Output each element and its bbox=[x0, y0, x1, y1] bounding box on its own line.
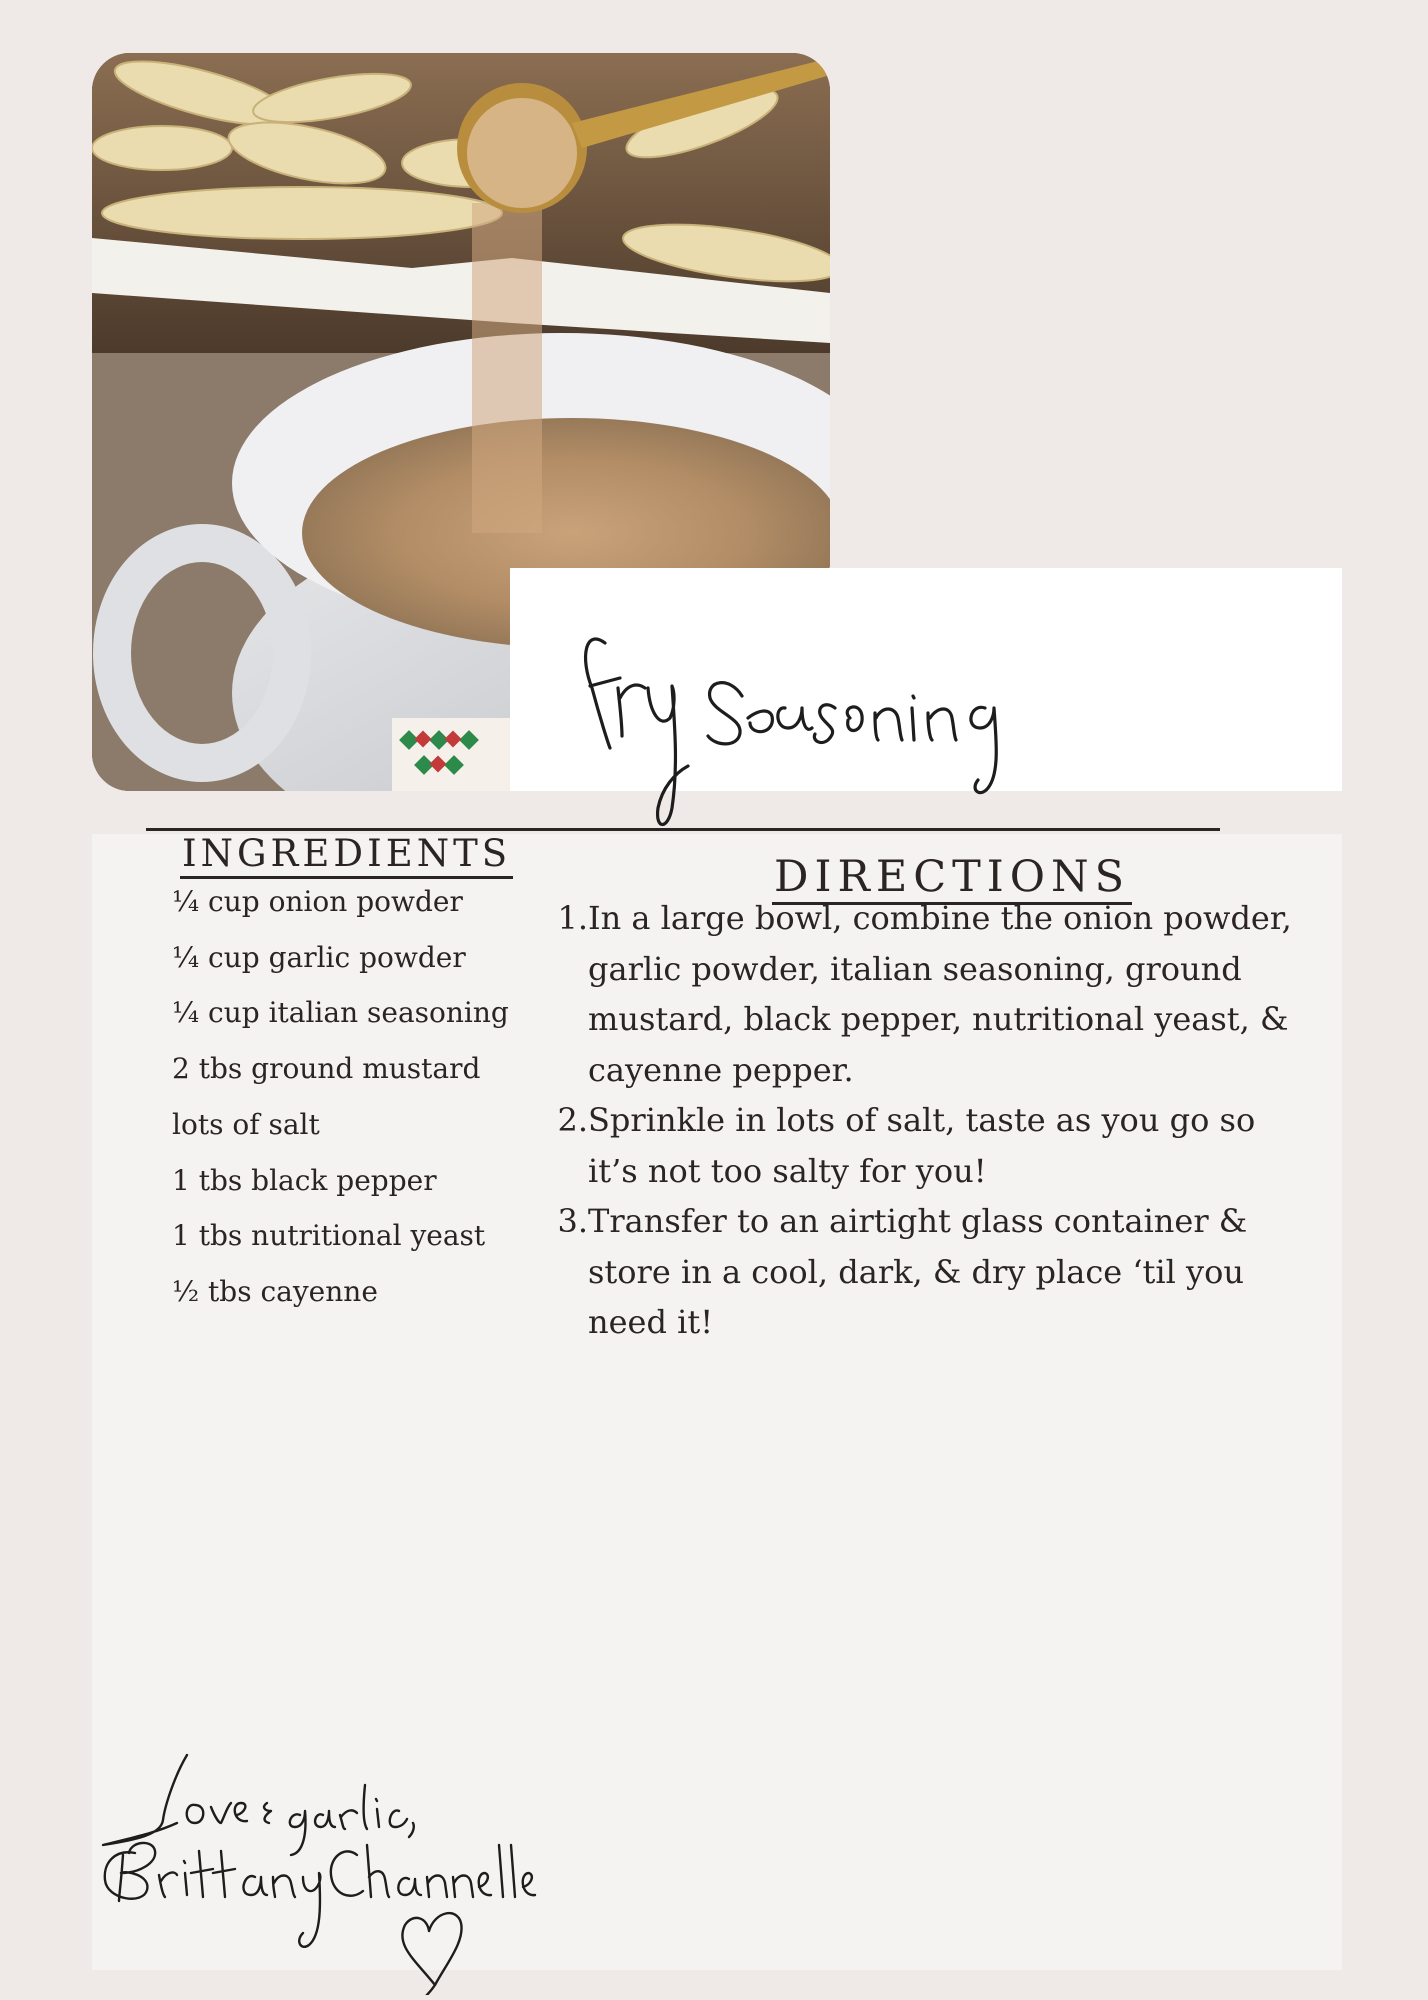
ingredients-heading: INGREDIENTS bbox=[180, 832, 513, 879]
ingredient-item: 1 tbs black pepper bbox=[172, 1163, 437, 1197]
ingredient-item: lots of salt bbox=[172, 1107, 320, 1141]
handwritten-title-icon bbox=[510, 568, 1342, 828]
direction-step bbox=[548, 893, 1298, 1095]
ingredient-item: ½ tbs cayenne bbox=[172, 1274, 378, 1308]
ingredients-list bbox=[172, 874, 509, 1320]
step-number: 1. bbox=[557, 899, 588, 937]
ingredient-item: 2 tbs ground mustard bbox=[172, 1052, 481, 1086]
step-number: 3. bbox=[557, 1202, 588, 1240]
direction-step bbox=[548, 1196, 1298, 1348]
handwritten-signature-icon bbox=[95, 1745, 555, 1995]
step-number: 2. bbox=[557, 1101, 588, 1139]
header-divider bbox=[146, 828, 1220, 831]
directions-heading: DIRECTIONS bbox=[772, 852, 1132, 905]
ingredient-item: 1 tbs nutritional yeast bbox=[172, 1219, 486, 1253]
directions-list bbox=[548, 893, 1298, 1348]
title-card bbox=[510, 568, 1342, 791]
signature bbox=[95, 1745, 555, 1999]
direction-step bbox=[548, 1095, 1298, 1196]
ingredient-item: ¼ cup garlic powder bbox=[172, 940, 466, 974]
step-text: Sprinkle in lots of salt, taste as you go so it’s not too salty for you! bbox=[588, 1101, 1256, 1190]
step-text: In a large bowl, combine the onion powder, garlic powder, italian seasoning, ground mustard, black pepper, nutritional yeast, & cayenne pepper. bbox=[588, 899, 1292, 1089]
ingredient-item: ¼ cup italian seasoning bbox=[172, 996, 509, 1030]
ingredient-item: ¼ cup onion powder bbox=[172, 885, 463, 918]
step-text: Transfer to an airtight glass container & store in a cool, dark, & dry place ‘til you need it! bbox=[588, 1202, 1248, 1341]
